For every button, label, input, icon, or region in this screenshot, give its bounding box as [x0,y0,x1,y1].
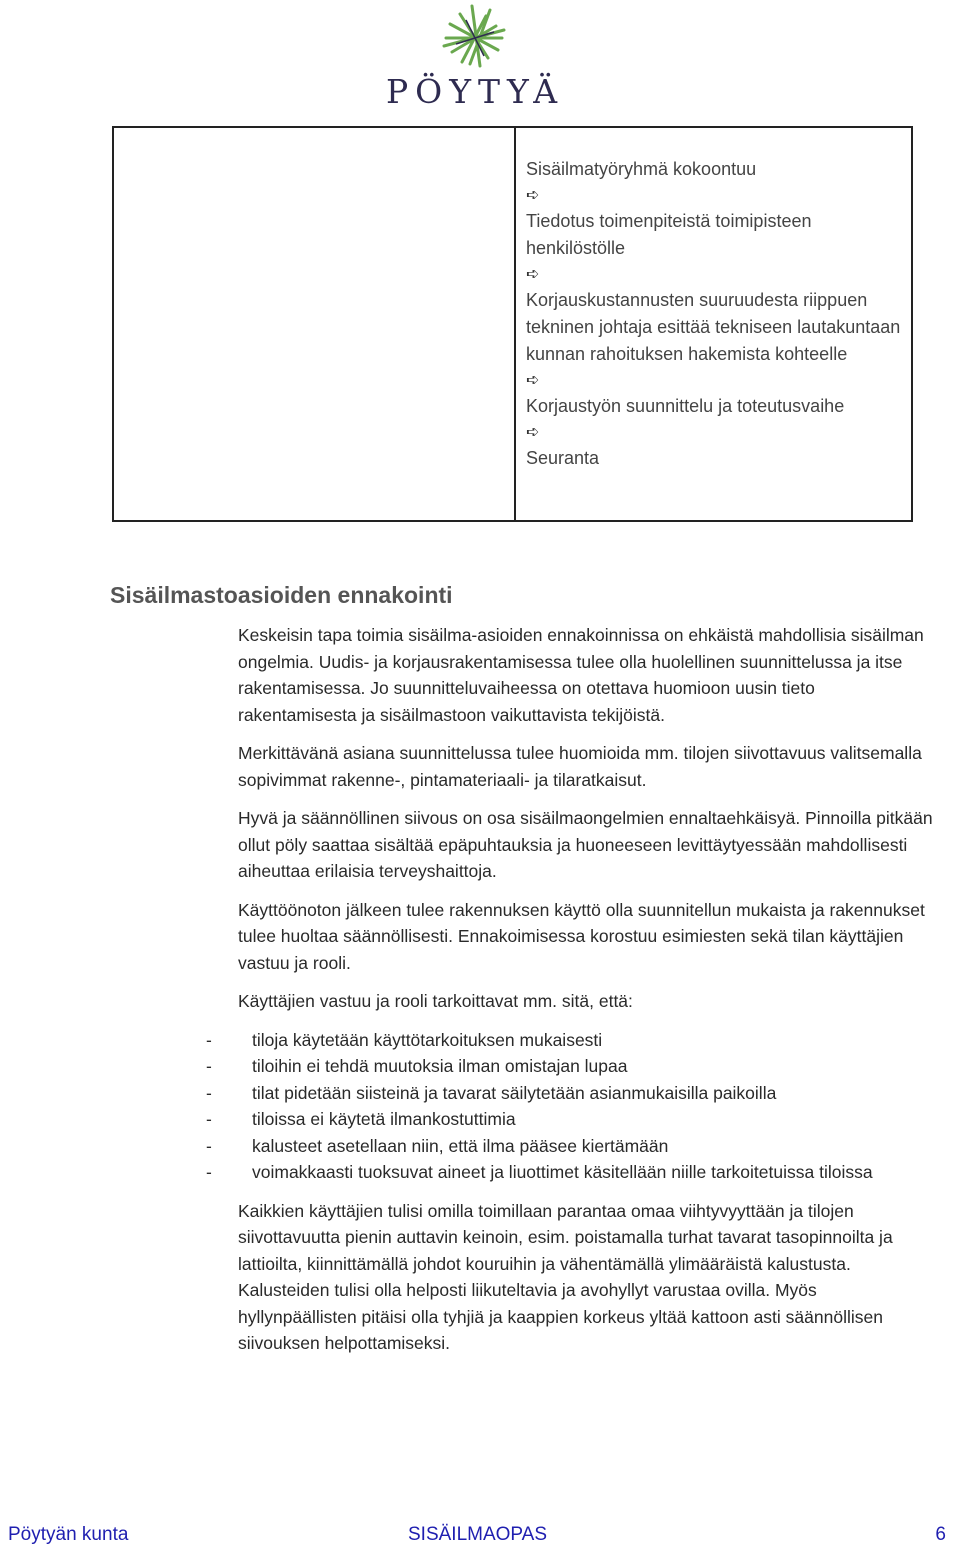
list-item-text: tiloissa ei käytetä ilmankostuttimia [252,1109,516,1129]
list-item [206,1106,938,1133]
box-divider [514,128,516,520]
arrow-right-icon: ➪ [526,372,540,389]
section-title: Sisäilmastoasioiden ennakointi [110,582,453,608]
page-footer [8,1524,952,1548]
bullet-dash: - [206,1029,212,1050]
footer-document-title: SISÄILMAOPAS [408,1524,548,1545]
closing-paragraph: Kaikkien käyttäjien tulisi omilla toimillaan parantaa omaa viihtyvyyttään ja tilojen siivottavuutta pienin auttavin keinoin, esim. poistamalla turhat tavarat tasopinnoilta ja lattioilta, kiinnittämällä johdot kouruihin ja vähentämällä ylimääräistä kalustusta. Kalusteiden tulisi olla helposti liikuteltavia ja avohyllyt varustaa ovilla. Myös hyllynpäällisten pitäisi olla tyhjiä ja kaappien korkeus yltää kattoon asti säännöllisen siivouksen helpottamiseksi. [238,1200,893,1353]
footer-page-number: 6 [935,1524,946,1545]
paragraph-5: Käyttäjien vastuu ja rooli tarkoittavat mm. sitä, että: [238,991,633,1011]
bullet-dash: - [206,1162,212,1182]
paragraph-4: Käyttöönoton jälkeen tulee rakennuksen käyttö olla suunnitellun mukaista ja rakennukset tulee huoltaa säännöllisesti. Ennakoimisessa korostuu esimiesten sekä tilan käyttäjien vastuu ja rooli. [238,899,925,973]
list-item [206,1080,938,1107]
bullet-dash: - [206,1056,212,1076]
section-body [206,622,938,1369]
bullet-dash: - [206,1109,212,1129]
process-steps [526,156,906,472]
list-item-text: tiloja käytetään käyttötarkoituksen mukaisesti [252,1029,603,1050]
responsibility-list [206,1027,938,1186]
list-item [206,1053,938,1080]
logo-wordmark: PÖYTYÄ [385,72,565,111]
paragraph-2: Merkittävänä asiana suunnittelussa tulee huomioida mm. tilojen siivottavuus valitsemalla sopivimmat rakenne-, pintamateriaali- ja tilaratkaisut. [238,743,922,790]
list-item [206,1133,938,1160]
flow-step: Sisäilmatyöryhmä kokoontuu [526,159,757,179]
list-item [206,1027,938,1054]
list-item-text: tiloihin ei tehdä muutoksia ilman omistajan lupaa [252,1056,628,1076]
flow-step: Korjauskustannusten suuruudesta riippuen tekninen johtaja esittää tekniseen lautakuntaan kunnan rahoituksen hakemista kohteelle [526,290,901,364]
list-item-text: kalusteet asetellaan niin, että ilma pääsee kiertämään [252,1135,669,1156]
arrow-right-icon: ➪ [526,424,540,441]
list-item-text: tilat pidetään siisteinä ja tavarat säilytetään asianmukaisilla paikoilla [252,1082,777,1103]
arrow-right-icon: ➪ [526,266,540,283]
footer-organization: Pöytyän kunta [8,1524,129,1545]
wheat-emblem-icon [410,0,540,72]
paragraph-3: Hyvä ja säännöllinen siivous on osa sisäilmaongelmien ennaltaehkäisyä. Pinnoilla pitkään ollut pöly saattaa sisältää epäpuhtauksia ja huoneeseen levittäytyessään mahdollisesti aiheuttaa erilaisia terveyshaittoja. [238,808,933,881]
list-item [206,1159,938,1186]
process-flow-box [112,126,913,522]
flow-step: Korjaustyön suunnittelu ja toteutusvaihe [526,396,845,416]
arrow-right-icon: ➪ [526,187,540,204]
list-item-text: voimakkaasti tuoksuvat aineet ja liuottimet käsitellään niille tarkoitetuissa tiloissa [252,1162,873,1182]
bullet-dash: - [206,1082,212,1103]
bullet-dash: - [206,1135,212,1156]
paragraph-1: Keskeisin tapa toimia sisäilma-asioiden ennakoinnissa on ehkäistä mahdollisia sisäilman ongelmia. Uudis- ja korjausrakentamisessa tulee olla huolellinen suunnittelussa ja itse rakentamisessa. Jo suunnitteluvaiheessa on otettava huomioon uusin tieto rakentamisesta ja sisäilmastoon vaikuttavista tekijöistä. [238,625,924,725]
municipality-logo [370,0,580,112]
flow-step: Tiedotus toimenpiteistä toimipisteen henkilöstölle [526,211,812,258]
flow-step: Seuranta [526,448,600,468]
